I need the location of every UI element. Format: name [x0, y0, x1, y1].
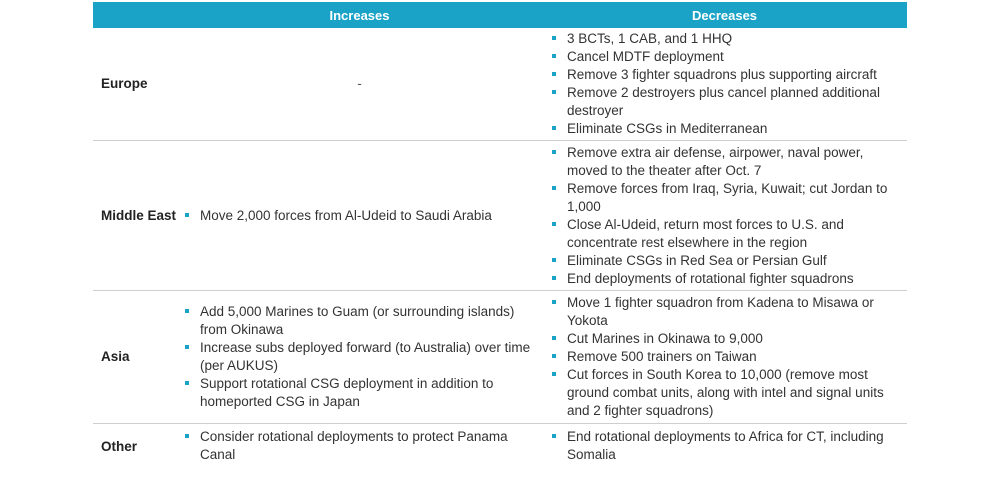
decreases-cell	[542, 291, 907, 424]
force-posture-table	[93, 2, 907, 470]
increases-cell	[177, 141, 542, 291]
decreases-column-header: Decreases	[542, 2, 907, 28]
bullet-icon	[552, 36, 556, 40]
decreases-list	[550, 30, 897, 138]
bullet-icon	[185, 309, 189, 313]
increases-cell	[177, 424, 542, 471]
list-item: Move 2,000 forces from Al-Udeid to Saudi Arabia	[183, 207, 534, 225]
list-item: Move 1 fighter squadron from Kadena to Misawa or Yokota	[550, 294, 897, 330]
table-row-asia	[93, 291, 907, 424]
increases-list	[183, 303, 534, 411]
list-item: Close Al-Udeid, return most forces to U.S. and concentrate rest elsewhere in the region	[550, 216, 897, 252]
list-item: Remove 500 trainers on Taiwan	[550, 348, 897, 366]
region-label: Asia	[101, 349, 130, 364]
list-item: Increase subs deployed forward (to Australia) over time (per AUKUS)	[183, 339, 534, 375]
list-item: Add 5,000 Marines to Guam (or surrounding islands) from Okinawa	[183, 303, 534, 339]
list-item: Eliminate CSGs in Mediterranean	[550, 120, 897, 138]
bullet-icon	[552, 336, 556, 340]
bullet-icon	[185, 381, 189, 385]
table-row-other	[93, 424, 907, 471]
region-label: Europe	[101, 76, 148, 91]
list-item: Cut Marines in Okinawa to 9,000	[550, 330, 897, 348]
region-label: Other	[101, 439, 138, 454]
bullet-icon	[552, 276, 556, 280]
list-item: Remove 2 destroyers plus cancel planned additional destroyer	[550, 84, 897, 120]
decreases-list	[550, 144, 897, 288]
bullet-icon	[552, 434, 556, 438]
list-item: Consider rotational deployments to protect Panama Canal	[183, 428, 534, 464]
increases-list	[183, 207, 534, 225]
bullet-icon	[552, 354, 556, 358]
list-item: Remove 3 fighter squadrons plus supporting aircraft	[550, 66, 897, 84]
bullet-icon	[552, 54, 556, 58]
bullet-icon	[552, 222, 556, 226]
bullet-icon	[552, 150, 556, 154]
decreases-list	[550, 294, 897, 420]
bullet-icon	[552, 72, 556, 76]
list-item: Remove extra air defense, airpower, naval power, moved to the theater after Oct. 7	[550, 144, 897, 180]
list-item: Support rotational CSG deployment in addition to homeported CSG in Japan	[183, 375, 534, 411]
decreases-list	[550, 428, 897, 464]
region-label: Middle East	[101, 207, 177, 223]
decreases-cell	[542, 28, 907, 141]
bullet-icon	[552, 90, 556, 94]
increases-cell: -	[357, 76, 362, 91]
table-row-europe	[93, 28, 907, 141]
increases-column-header: Increases	[177, 2, 542, 28]
decreases-cell	[542, 141, 907, 291]
header-row	[93, 2, 907, 28]
bullet-icon	[185, 345, 189, 349]
decreases-cell	[542, 424, 907, 471]
bullet-icon	[552, 300, 556, 304]
bullet-icon	[185, 213, 189, 217]
list-item: Remove forces from Iraq, Syria, Kuwait; cut Jordan to 1,000	[550, 180, 897, 216]
increases-cell	[177, 291, 542, 424]
list-item: Cut forces in South Korea to 10,000 (remove most ground combat units, along with intel and signal units and 2 fighter squadrons)	[550, 366, 897, 420]
list-item: 3 BCTs, 1 CAB, and 1 HHQ	[550, 30, 897, 48]
list-item: Cancel MDTF deployment	[550, 48, 897, 66]
table-row-middle-east	[93, 141, 907, 291]
list-item: End deployments of rotational fighter squadrons	[550, 270, 897, 288]
bullet-icon	[552, 126, 556, 130]
list-item: Eliminate CSGs in Red Sea or Persian Gulf	[550, 252, 897, 270]
bullet-icon	[552, 372, 556, 376]
list-item: End rotational deployments to Africa for CT, including Somalia	[550, 428, 897, 464]
bullet-icon	[552, 258, 556, 262]
bullet-icon	[552, 186, 556, 190]
bullet-icon	[185, 434, 189, 438]
region-column-header	[93, 2, 177, 28]
increases-list	[183, 428, 534, 464]
